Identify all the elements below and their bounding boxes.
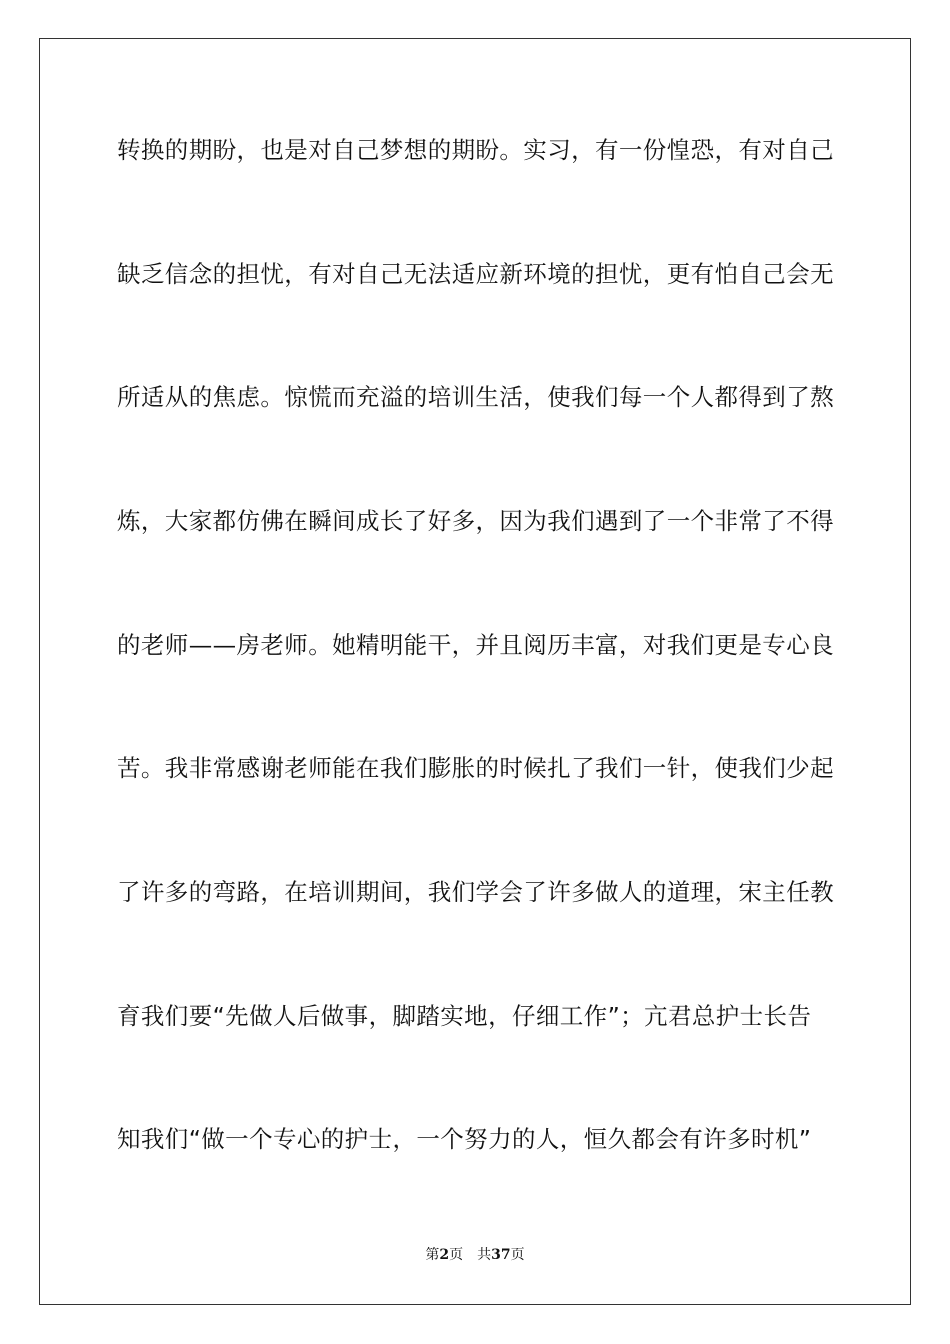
text-line-3: 所适从的焦虑。惊慌而充溢的培训生活，使我们每一个人都得到了熬 bbox=[117, 383, 834, 411]
page-border bbox=[39, 38, 911, 1305]
text-line-6: 苦。我非常感谢老师能在我们膨胀的时候扎了我们一针，使我们少起 bbox=[117, 754, 834, 782]
total-pages: 37 bbox=[491, 1247, 511, 1263]
page-footer bbox=[0, 1246, 950, 1264]
text-line-5: 的老师——房老师。她精明能干，并且阅历丰富，对我们更是专心良 bbox=[117, 631, 834, 659]
text-line-2: 缺乏信念的担忧，有对自己无法适应新环境的担忧，更有怕自己会无 bbox=[117, 260, 834, 288]
text-line-7: 了许多的弯路，在培训期间，我们学会了许多做人的道理，宋主任教 bbox=[117, 878, 834, 906]
text-line-4: 炼，大家都仿佛在瞬间成长了好多，因为我们遇到了一个非常了不得 bbox=[117, 507, 834, 535]
page-number: 2 bbox=[439, 1247, 450, 1263]
page-suffix: 页 bbox=[449, 1247, 464, 1263]
total-suffix: 页 bbox=[510, 1247, 525, 1263]
text-line-8: 育我们要“先做人后做事，脚踏实地，仔细工作”；亢君总护士长告 bbox=[117, 1002, 812, 1030]
text-line-9: 知我们“做一个专心的护士，一个努力的人，恒久都会有许多时机” bbox=[117, 1125, 812, 1153]
page-prefix: 第 bbox=[425, 1247, 440, 1263]
total-prefix: 共 bbox=[477, 1247, 492, 1263]
text-line-1: 转换的期盼，也是对自己梦想的期盼。实习，有一份惶恐，有对自己 bbox=[117, 136, 834, 164]
